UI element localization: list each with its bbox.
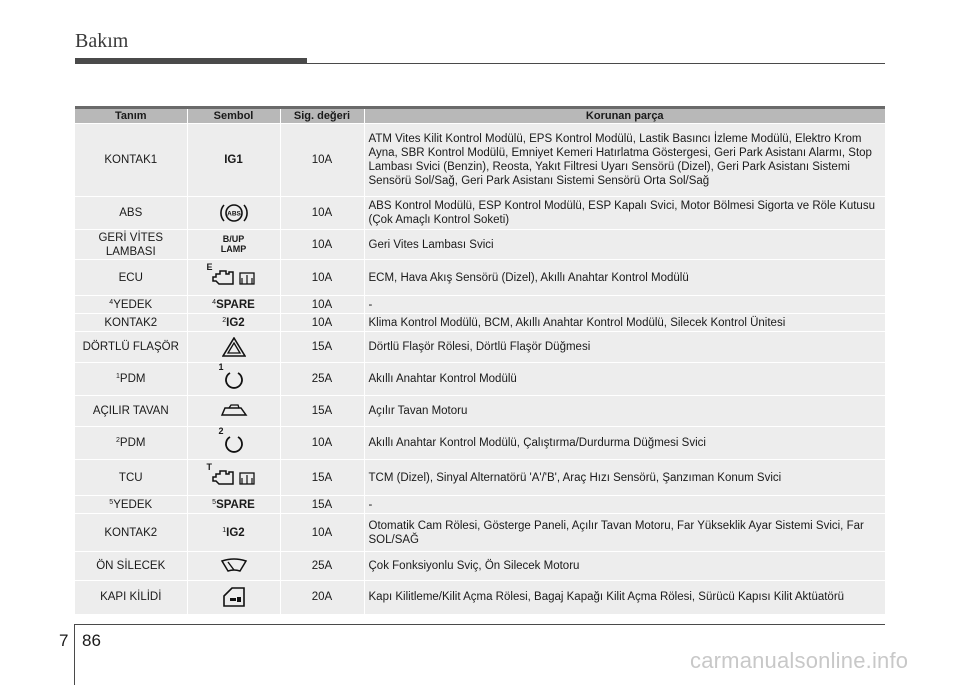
fuse-name: ECU <box>75 260 187 296</box>
header-rule-thick <box>75 58 307 64</box>
fuse-rating: 20A <box>280 581 364 614</box>
fuse-name: ABS <box>75 197 187 230</box>
name-text: YEDEK <box>113 298 153 311</box>
power-module-icon <box>223 368 245 390</box>
symbol-superscript: 4 <box>212 298 217 306</box>
page-number: 86 <box>82 631 101 650</box>
fuse-protected-part: Dörtlü Flaşör Rölesi, Dörtlü Flaşör Düğmesi <box>364 332 885 363</box>
fuse-name <box>75 427 187 460</box>
symbol-text: IG1 <box>224 154 243 166</box>
fuse-rating: 10A <box>280 314 364 332</box>
table-row <box>75 230 885 260</box>
fuse-rating: 10A <box>280 197 364 230</box>
column-header-symbol: Sembol <box>187 108 280 124</box>
column-header-protected-part: Korunan parça <box>364 108 885 124</box>
name-superscript: 2 <box>116 437 120 444</box>
power-module-icon-wrap <box>218 362 245 390</box>
fuse-rating: 15A <box>280 496 364 514</box>
fuse-protected-part: ECM, Hava Akış Sensörü (Dizel), Akıllı Anahtar Kontrol Modülü <box>364 260 885 296</box>
fuse-rating: 15A <box>280 396 364 427</box>
fuse-name <box>75 296 187 314</box>
fuse-symbol <box>187 314 280 332</box>
fuse-name <box>75 363 187 396</box>
fuse-symbol <box>187 296 280 314</box>
engine-icon-wrap <box>206 261 257 288</box>
fuse-symbol <box>187 230 280 260</box>
fuse-rating: 15A <box>280 460 364 496</box>
icon-letter: 1 <box>218 362 224 372</box>
fuse-symbol <box>187 581 280 614</box>
column-header-fuse-rating: Sig. değeri <box>280 108 364 124</box>
symbol-text: SPARE <box>216 498 255 511</box>
table-row <box>75 124 885 197</box>
fuse-protected-part: Klima Kontrol Modülü, BCM, Akıllı Anahtar Kontrol Modülü, Silecek Kontrol Ünitesi <box>364 314 885 332</box>
name-superscript: 5 <box>109 498 114 506</box>
table-row <box>75 552 885 581</box>
name-superscript: 1 <box>116 373 120 380</box>
fuse-protected-part: ABS Kontrol Modülü, ESP Kontrol Modülü, ESP Kapalı Svici, Motor Bölmesi Sigorta ve Röle Kutusu (Çok Amaçlı Kontrol Soketi) <box>364 197 885 230</box>
fuse-name: KONTAK1 <box>75 124 187 197</box>
wiper-icon <box>219 557 249 575</box>
table-row <box>75 363 885 396</box>
fuse-symbol <box>187 124 280 197</box>
symbol-superscript: 1 <box>222 526 227 534</box>
fuse-protected-part: Akıllı Anahtar Kontrol Modülü <box>364 363 885 396</box>
table-row <box>75 496 885 514</box>
fuse-protected-part: Çok Fonksiyonlu Sviç, Ön Silecek Motoru <box>364 552 885 581</box>
fuse-protected-part: Otomatik Cam Rölesi, Gösterge Paneli, Açılır Tavan Motoru, Far Yükseklik Ayar Sistemi Svici, Far SOL/SAĞ <box>364 514 885 552</box>
table-row <box>75 460 885 496</box>
power-module-icon <box>223 432 245 454</box>
fuse-rating: 10A <box>280 260 364 296</box>
fuse-protected-part: Açılır Tavan Motoru <box>364 396 885 427</box>
table-row <box>75 296 885 314</box>
engine-icon <box>211 268 257 288</box>
fuse-rating: 25A <box>280 552 364 581</box>
column-header-description: Tanım <box>75 108 187 124</box>
fuse-symbol <box>187 496 280 514</box>
table-row <box>75 427 885 460</box>
fuse-name: KONTAK2 <box>75 314 187 332</box>
name-text: YEDEK <box>113 498 153 511</box>
table-row <box>75 581 885 614</box>
hazard-icon <box>222 337 246 357</box>
fuse-rating: 25A <box>280 363 364 396</box>
table-row <box>75 396 885 427</box>
name-text: PDM <box>119 373 146 385</box>
fuse-name: AÇILIR TAVAN <box>75 396 187 427</box>
fuse-symbol <box>187 460 280 496</box>
footer-rule <box>75 624 885 625</box>
fuse-rating: 10A <box>280 514 364 552</box>
fuse-symbol <box>187 260 280 296</box>
fuse-symbol <box>187 332 280 363</box>
fuse-symbol <box>187 363 280 396</box>
icon-letter: 2 <box>218 426 224 436</box>
table-row <box>75 332 885 363</box>
fuse-symbol <box>187 197 280 230</box>
name-text: PDM <box>119 437 146 449</box>
icon-letter: E <box>206 261 213 272</box>
fuse-name: KONTAK2 <box>75 514 187 552</box>
watermark: carmanualsonline.info <box>690 648 909 673</box>
fuse-symbol <box>187 552 280 581</box>
fuse-rating: 10A <box>280 296 364 314</box>
fuse-rating: 15A <box>280 332 364 363</box>
table-row <box>75 197 885 230</box>
table-row <box>75 260 885 296</box>
symbol-text: IG2 <box>226 526 245 539</box>
fuse-protected-part: TCM (Dizel), Sinyal Alternatörü 'A'/'B', Araç Hızı Sensörü, Şanzıman Konum Svici <box>364 460 885 496</box>
fuse-protected-part: Geri Vites Lambası Svici <box>364 230 885 260</box>
fuse-protected-part: - <box>364 496 885 514</box>
fuse-protected-part: ATM Vites Kilit Kontrol Modülü, EPS Kontrol Modülü, Lastik Basıncı İzleme Modülü, Elektro Krom Ayna, SBR Kontrol Modülü, Emniyet Kemeri Hatırlatma Göstergesi, Geri Park Asistanı Alarmı, Stop Lambası Svici (Benzin), Reosta, Yakıt Filtresi Uyarı Sensörü (Dizel), Geri Park Asistanı Sistemi Sensörü Sol/Sağ, Geri Park Asistanı Sistemi Sensörü Orta Sol/Sağ <box>364 124 885 197</box>
fuse-protected-part: Kapı Kilitleme/Kilit Açma Rölesi, Bagaj Kapağı Kilit Açma Rölesi, Sürücü Kapısı Kilit Aktüatörü <box>364 581 885 614</box>
page-header-title: Bakım <box>75 30 129 52</box>
power-module-icon-wrap <box>218 426 245 454</box>
fuse-name: DÖRTLÜ FLAŞÖR <box>75 332 187 363</box>
name-superscript: 4 <box>109 298 114 306</box>
table-row <box>75 314 885 332</box>
symbol-text: B/UP LAMP <box>220 233 247 254</box>
fuse-rating: 10A <box>280 124 364 197</box>
table-header-row <box>75 108 885 124</box>
symbol-superscript: 2 <box>222 316 227 324</box>
header-rule-thin <box>307 63 885 64</box>
fuse-rating: 10A <box>280 427 364 460</box>
door-lock-icon <box>221 586 247 608</box>
transmission-icon <box>211 468 257 488</box>
fuse-symbol <box>187 396 280 427</box>
symbol-text: IG2 <box>226 316 245 329</box>
footer-divider <box>74 624 75 685</box>
fuse-name <box>75 496 187 514</box>
fuse-name: TCU <box>75 460 187 496</box>
fuse-name: GERİ VİTES LAMBASI <box>75 230 187 260</box>
sunroof-icon <box>219 402 249 420</box>
fuse-symbol <box>187 514 280 552</box>
table-row <box>75 514 885 552</box>
fuse-protected-part: Akıllı Anahtar Kontrol Modülü, Çalıştırma/Durdurma Düğmesi Svici <box>364 427 885 460</box>
symbol-text: SPARE <box>216 298 255 311</box>
fuse-name: KAPI KİLİDİ <box>75 581 187 614</box>
fuse-symbol <box>187 427 280 460</box>
fuse-protected-part: - <box>364 296 885 314</box>
symbol-superscript: 5 <box>212 498 217 506</box>
fuse-name: ÖN SİLECEK <box>75 552 187 581</box>
transmission-icon-wrap <box>206 461 257 488</box>
icon-letter: T <box>206 461 212 472</box>
fuse-table <box>75 106 885 614</box>
fuse-rating: 10A <box>280 230 364 260</box>
chapter-number: 7 <box>59 631 69 650</box>
abs-icon-text: ABS <box>226 210 241 218</box>
abs-icon <box>219 201 249 225</box>
